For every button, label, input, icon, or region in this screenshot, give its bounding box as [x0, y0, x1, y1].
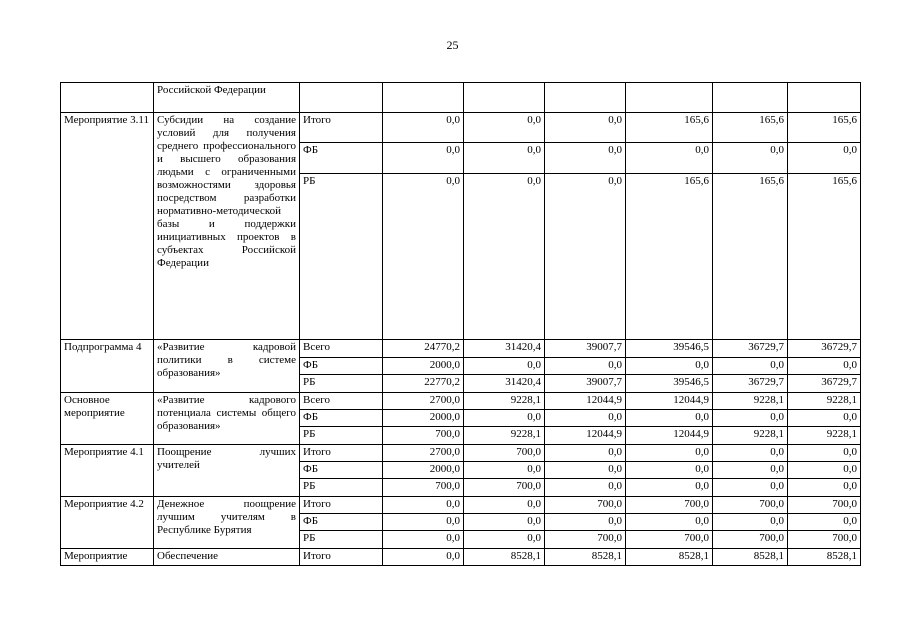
funding-source-cell: РБ	[300, 479, 383, 497]
program-description-cell: Поощрение лучших учителей	[154, 445, 300, 497]
funding-source-cell: Итого	[300, 549, 383, 566]
amount-cell: 12044,9	[626, 393, 713, 410]
amount-cell: 0,0	[626, 358, 713, 375]
amount-cell: 2700,0	[383, 393, 464, 410]
amount-cell: 8528,1	[545, 549, 626, 566]
amount-cell: 0,0	[383, 143, 464, 174]
table-row	[61, 445, 861, 462]
amount-cell	[383, 83, 464, 113]
budget-table	[60, 82, 861, 566]
amount-cell: 0,0	[464, 497, 545, 514]
amount-cell: 22770,2	[383, 375, 464, 393]
amount-cell: 0,0	[626, 410, 713, 427]
funding-source-cell: Итого	[300, 445, 383, 462]
amount-cell: 0,0	[383, 514, 464, 531]
amount-cell: 0,0	[626, 445, 713, 462]
amount-cell: 165,6	[713, 113, 788, 143]
table-row	[61, 83, 861, 113]
funding-source-cell: ФБ	[300, 143, 383, 174]
amount-cell: 0,0	[464, 410, 545, 427]
amount-cell: 700,0	[383, 479, 464, 497]
page-number: 25	[446, 38, 459, 52]
funding-source-cell: РБ	[300, 174, 383, 340]
amount-cell: 31420,4	[464, 375, 545, 393]
amount-cell: 0,0	[788, 410, 861, 427]
amount-cell: 36729,7	[788, 340, 861, 358]
amount-cell: 0,0	[713, 143, 788, 174]
amount-cell: 39546,5	[626, 375, 713, 393]
table-row	[61, 113, 861, 143]
amount-cell: 0,0	[626, 479, 713, 497]
amount-cell: 700,0	[788, 497, 861, 514]
amount-cell: 8528,1	[713, 549, 788, 566]
amount-cell: 0,0	[713, 410, 788, 427]
amount-cell: 0,0	[464, 531, 545, 549]
program-name-cell: Подпрограмма 4	[61, 340, 154, 393]
amount-cell: 0,0	[713, 445, 788, 462]
amount-cell: 39007,7	[545, 340, 626, 358]
funding-source-cell: ФБ	[300, 462, 383, 479]
amount-cell: 36729,7	[713, 375, 788, 393]
amount-cell: 8528,1	[464, 549, 545, 566]
amount-cell: 0,0	[383, 497, 464, 514]
funding-source-cell: ФБ	[300, 410, 383, 427]
amount-cell: 165,6	[713, 174, 788, 340]
program-description-cell: «Развитие кадровой политики в системе образования»	[154, 340, 300, 393]
amount-cell: 8528,1	[626, 549, 713, 566]
amount-cell	[788, 83, 861, 113]
amount-cell: 9228,1	[464, 427, 545, 445]
amount-cell: 2700,0	[383, 445, 464, 462]
amount-cell: 0,0	[464, 113, 545, 143]
amount-cell: 700,0	[464, 479, 545, 497]
amount-cell: 0,0	[545, 479, 626, 497]
amount-cell: 0,0	[788, 462, 861, 479]
amount-cell: 165,6	[626, 113, 713, 143]
program-name-cell: Основное мероприятие	[61, 393, 154, 445]
amount-cell: 0,0	[464, 514, 545, 531]
amount-cell: 0,0	[383, 549, 464, 566]
amount-cell: 0,0	[545, 358, 626, 375]
funding-source-cell: ФБ	[300, 514, 383, 531]
amount-cell: 0,0	[464, 462, 545, 479]
funding-source-cell	[300, 83, 383, 113]
amount-cell: 39007,7	[545, 375, 626, 393]
amount-cell: 0,0	[626, 462, 713, 479]
program-name-cell: Мероприятие 4.1	[61, 445, 154, 497]
amount-cell: 0,0	[788, 479, 861, 497]
table-row	[61, 393, 861, 410]
amount-cell: 700,0	[383, 427, 464, 445]
amount-cell: 9228,1	[788, 393, 861, 410]
funding-source-cell: ФБ	[300, 358, 383, 375]
amount-cell: 700,0	[545, 497, 626, 514]
program-name-cell: Мероприятие	[61, 549, 154, 566]
funding-source-cell: РБ	[300, 375, 383, 393]
funding-source-cell: Всего	[300, 340, 383, 358]
program-name-cell: Мероприятие 4.2	[61, 497, 154, 549]
amount-cell: 0,0	[545, 462, 626, 479]
amount-cell: 0,0	[788, 358, 861, 375]
amount-cell: 31420,4	[464, 340, 545, 358]
amount-cell: 0,0	[545, 410, 626, 427]
amount-cell: 0,0	[464, 358, 545, 375]
amount-cell: 0,0	[788, 143, 861, 174]
amount-cell: 36729,7	[713, 340, 788, 358]
amount-cell: 0,0	[788, 514, 861, 531]
funding-source-cell: Итого	[300, 113, 383, 143]
amount-cell: 24770,2	[383, 340, 464, 358]
amount-cell: 0,0	[383, 113, 464, 143]
amount-cell: 12044,9	[545, 427, 626, 445]
amount-cell	[464, 83, 545, 113]
amount-cell: 9228,1	[713, 427, 788, 445]
amount-cell: 0,0	[545, 174, 626, 340]
amount-cell: 0,0	[713, 514, 788, 531]
amount-cell: 39546,5	[626, 340, 713, 358]
amount-cell: 0,0	[713, 358, 788, 375]
amount-cell: 0,0	[545, 143, 626, 174]
amount-cell: 0,0	[383, 531, 464, 549]
amount-cell: 9228,1	[464, 393, 545, 410]
amount-cell: 0,0	[464, 143, 545, 174]
table-row	[61, 497, 861, 514]
amount-cell: 165,6	[788, 113, 861, 143]
amount-cell: 0,0	[713, 462, 788, 479]
amount-cell: 12044,9	[545, 393, 626, 410]
amount-cell: 700,0	[545, 531, 626, 549]
amount-cell: 8528,1	[788, 549, 861, 566]
amount-cell: 0,0	[788, 445, 861, 462]
amount-cell: 2000,0	[383, 358, 464, 375]
amount-cell: 0,0	[545, 445, 626, 462]
amount-cell: 700,0	[713, 531, 788, 549]
funding-source-cell: Всего	[300, 393, 383, 410]
amount-cell: 700,0	[464, 445, 545, 462]
amount-cell: 2000,0	[383, 410, 464, 427]
program-description-cell: Субсидии на создание условий для получения среднего профессионального и высшего образования людьми с ограниченными возможностями здоровья посредством разработки нормативно-методической базы и поддержки инициативных проектов в субъектах Российской Федерации	[154, 113, 300, 340]
amount-cell: 700,0	[626, 531, 713, 549]
amount-cell: 0,0	[626, 514, 713, 531]
program-description-cell: Российской Федерации	[154, 83, 300, 113]
amount-cell: 0,0	[545, 514, 626, 531]
amount-cell	[545, 83, 626, 113]
funding-source-cell: РБ	[300, 427, 383, 445]
amount-cell: 2000,0	[383, 462, 464, 479]
program-description-cell: Денежное поощрение лучшим учителям в Республике Бурятия	[154, 497, 300, 549]
amount-cell: 700,0	[713, 497, 788, 514]
amount-cell: 700,0	[788, 531, 861, 549]
amount-cell: 36729,7	[788, 375, 861, 393]
amount-cell: 0,0	[713, 479, 788, 497]
amount-cell: 9228,1	[713, 393, 788, 410]
amount-cell: 165,6	[626, 174, 713, 340]
amount-cell	[626, 83, 713, 113]
table-row	[61, 549, 861, 566]
program-name-cell	[61, 83, 154, 113]
table-row	[61, 340, 861, 358]
amount-cell: 0,0	[545, 113, 626, 143]
amount-cell: 0,0	[383, 174, 464, 340]
amount-cell: 9228,1	[788, 427, 861, 445]
program-description-cell: Обеспечение	[154, 549, 300, 566]
amount-cell: 0,0	[464, 174, 545, 340]
program-description-cell: «Развитие кадрового потенциала системы общего образования»	[154, 393, 300, 445]
amount-cell: 165,6	[788, 174, 861, 340]
amount-cell: 12044,9	[626, 427, 713, 445]
program-name-cell: Мероприятие 3.11	[61, 113, 154, 340]
funding-source-cell: РБ	[300, 531, 383, 549]
amount-cell: 700,0	[626, 497, 713, 514]
amount-cell	[713, 83, 788, 113]
funding-source-cell: Итого	[300, 497, 383, 514]
amount-cell: 0,0	[626, 143, 713, 174]
table-body	[61, 83, 861, 566]
